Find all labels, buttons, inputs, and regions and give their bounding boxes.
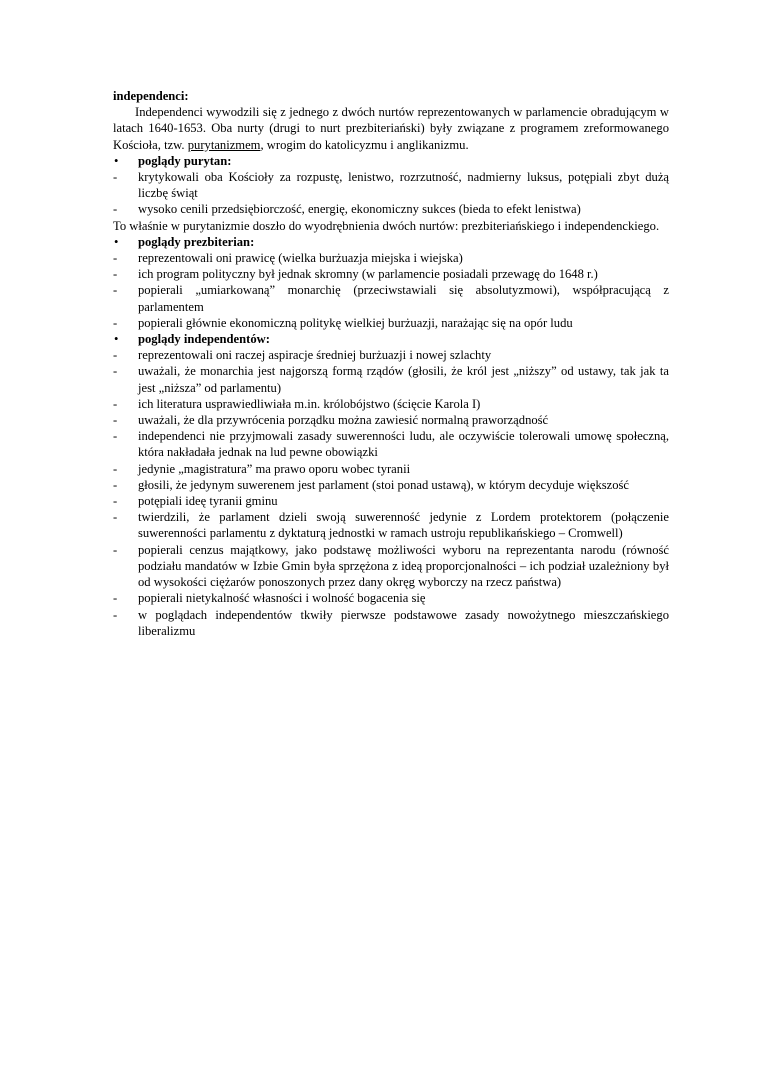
purytanizm-underlined-term: purytanizmem — [187, 137, 261, 152]
independentow-item: - w poglądach independentów tkwiły pierwsze podstawowe zasady nowożytnego mieszczańskiego liberalizmu — [113, 607, 669, 638]
purytan-item: - krytykowali oba Kościoły za rozpustę, lenistwo, rozrzutność, nadmierny luksus, potępiali zbyt dużą liczbę świąt — [113, 170, 669, 201]
purytan-section — [113, 153, 669, 218]
intro-paragraph — [113, 104, 669, 153]
prezbiterian-item: - popierali „umiarkowaną” monarchię (przeciwstawiali się absolutyzmowi), współpracującą z parlamentem — [113, 283, 669, 314]
independentow-item: - reprezentowali oni raczej aspiracje średniej burżuazji i nowej szlachty — [113, 348, 492, 363]
dash-marker: - — [113, 170, 118, 185]
independentow-item: - ich literatura usprawiedliwiała m.in. królobójstwo (ścięcie Karola I) — [113, 396, 481, 411]
dash-marker: - — [113, 494, 118, 509]
dash-marker: - — [113, 251, 118, 266]
dash-marker: - — [113, 429, 118, 444]
intro-text-start: Independenci wywodzili się z jednego z dwóch nurtów reprezentowanych w parlamencie obradującym w latach 1640-1653. Oba nurty (drugi to nurt prezbiteriański) były związane z programem zreformowanego Kościoła, tzw. — [113, 105, 669, 152]
dash-marker: - — [113, 413, 118, 428]
document-heading: independenci: — [113, 89, 189, 103]
dash-marker: - — [113, 396, 118, 411]
independentow-item: - uważali, że monarchia jest najgorszą formą rządów (głosili, że król jest „niższy” od ustawy, tak jak ta jest „niższa” od parlamentu) — [113, 364, 669, 395]
dash-marker: - — [113, 542, 118, 557]
independentow-item: - głosili, że jedynym suwerenem jest parlament (stoi ponad ustawą), w którym decyduje większość — [113, 477, 630, 492]
transition-paragraph: To właśnie w purytanizmie doszło do wyodrębnienia dwóch nurtów: prezbiteriańskiego i independenckiego. — [113, 218, 660, 233]
independentow-item: - jedynie „magistratura” ma prawo oporu wobec tyranii — [113, 461, 411, 476]
dash-marker: - — [113, 283, 118, 298]
purytan-heading: • poglądy purytan: — [113, 153, 669, 169]
purytan-item: - wysoko cenili przedsiębiorczość, energię, ekonomiczny sukces (bieda to efekt lenistwa) — [113, 202, 581, 217]
dash-marker: - — [113, 477, 118, 492]
prezbiterian-item: - ich program polityczny był jednak skromny (w parlamencie posiadali przewagę do 1648 r.) — [113, 267, 598, 282]
independentow-item: - twierdzili, że parlament dzieli swoją suwerenność jedynie z Lordem protektorem (połączenie suwerenności parlamentu z dyktaturą jednostki w ramach ustroju republikańskiego – Cromwell) — [113, 510, 669, 541]
intro-text-end: , wrogim do katolicyzmu i anglikanizmu. — [260, 137, 469, 152]
document-page — [113, 88, 669, 639]
dash-marker: - — [113, 202, 118, 217]
independentow-heading: • poglądy independentów: — [113, 331, 669, 347]
dash-marker: - — [113, 607, 118, 622]
dash-marker: - — [113, 364, 118, 379]
dash-marker: - — [113, 267, 118, 282]
independentow-item: - potępiali ideę tyranii gminu — [113, 494, 278, 509]
independentow-item: - uważali, że dla przywrócenia porządku można zawiesić normalną praworządność — [113, 413, 549, 428]
prezbiterian-heading: • poglądy prezbiterian: — [113, 234, 669, 250]
dash-marker: - — [113, 315, 118, 330]
dash-marker: - — [113, 348, 118, 363]
prezbiterian-item: - reprezentowali oni prawicę (wielka burżuazja miejska i wiejska) — [113, 251, 463, 266]
prezbiterian-section — [113, 234, 669, 331]
dash-marker: - — [113, 591, 118, 606]
dash-marker: - — [113, 510, 118, 525]
prezbiterian-item: - popierali głównie ekonomiczną politykę wielkiej burżuazji, narażając się na opór ludu — [113, 315, 573, 330]
independentow-section — [113, 331, 669, 639]
independentow-item: - popierali nietykalność własności i wolność bogacenia się — [113, 591, 426, 606]
dash-marker: - — [113, 461, 118, 476]
independentow-item: - independenci nie przyjmowali zasady suwerenności ludu, ale oczywiście tolerowali umowę społeczną, która nakładała jednak na lud pewne obowiązki — [113, 429, 669, 460]
independentow-item: - popierali cenzus majątkowy, jako podstawę możliwości wyboru na reprezentanta narodu (równość podziału mandatów w Izbie Gmin była sprzężona z ideą proporcjonalności – ich podział uzależniony był od wysokości ciężarów ponoszonych przez dany okręg wyborczy na rzecz państwa) — [113, 542, 669, 590]
